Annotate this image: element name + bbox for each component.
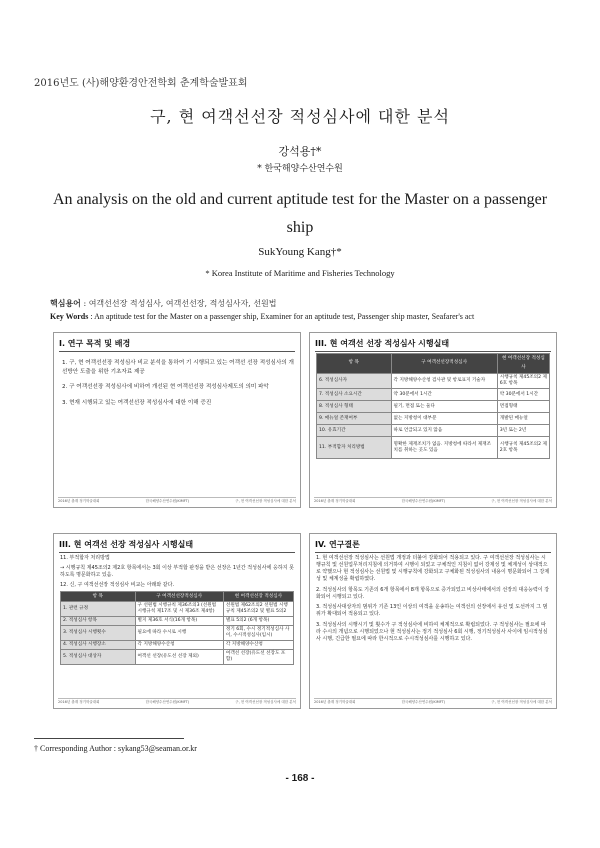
title-english: An analysis on the old and current aptitude test for the Master on a passenger ship — [52, 191, 548, 236]
conclusion-paragraph: 3. 적성심사대상자의 범위가 기존 13인 이상의 여객을 운송하는 여객선의 선장에서 유선 및 도선까지 그 범위가 확대되어 적용되고 있다. — [316, 604, 548, 618]
slide-footer: 2016년 춘계 정기학술대회 한국해양수산연수원(KIMFT) 구, 현 여객선선장 적성심사에 대한 분석 — [314, 499, 552, 503]
slide-divider — [59, 552, 295, 553]
keywords-korean — [50, 298, 277, 309]
bullet-item: 2. 구 여객선선장 적성심사에 비하여 개선된 현 여객선선장 적성심사제도의 의미 파악 — [62, 384, 269, 391]
table-row: 11. 부적합자 처리방법 명확한 제재조치가 없음. 지방청에 따라서 제재조치를 취하는 곳도 있음 시행규칙 제45조의2 제2호 항목 — [317, 437, 550, 459]
slide-footer: 2016년 춘계 정기학술대회 한국해양수산연수원(KIMFT) 구, 현 여객선선장 적성심사에 대한 분석 — [58, 700, 296, 704]
section-heading: 12. 신, 구 여객선선장 적성심사 비교는 아래와 같다. — [60, 582, 175, 588]
comparison-table — [316, 353, 550, 459]
keywords-english-label: Key Words — [50, 312, 89, 321]
slide-research-purpose — [53, 332, 301, 508]
conference-header: 2016년도 (사)해양환경안전학회 춘계학술발표회 — [34, 78, 248, 89]
table-row: 3. 적성심사 시행횟수 필요에 따라 수시로 시행 정기 6회, 수시 정기적성심사 사이, 수시적성심사(임시) — [61, 626, 294, 641]
table-header: 현 여객선선장 적성심사 — [223, 592, 293, 602]
table-row: 2. 적성심사 항목 별지 제36호 서식(16개 항목) 별표 5의2 (6개 항목) — [61, 617, 294, 626]
table-header: 항 목 — [317, 354, 392, 374]
bullet-item: 3. 현재 시행되고 있는 여객선선장 적성심사에 대한 이해 증진 — [62, 399, 212, 406]
slide-divider — [59, 351, 295, 352]
affiliation-korean: * 한국해양수산연수원 — [257, 164, 343, 174]
keywords-english — [50, 312, 474, 321]
title-korean: 구, 현 여객선선장 적성심사에 대한 분석 — [150, 107, 450, 126]
slide-footer: 2016년 춘계 정기학술대회 한국해양수산연수원(KIMFT) 구, 현 여객선선장 적성심사에 대한 분석 — [58, 499, 296, 503]
table-row: 9. 매뉴얼 존재여부 없는 지방청이 대부분 개발된 매뉴얼 — [317, 413, 550, 425]
slide-divider — [315, 351, 551, 352]
author-korean: 강석용†* — [278, 145, 322, 158]
footnote-divider — [34, 738, 184, 739]
keywords-korean-label: 핵심용어 — [50, 298, 81, 308]
table-row: 6. 적성심사자 각 지방해양수산청 검사관 및 항로표지 기술자 시행규칙 제45조의2 제6호 항목 — [317, 374, 550, 389]
table-row: 5. 적성심사 대상자 여객선 선장(유도선 선장 제외) 여객선 선장(유도선 선장도 포함) — [61, 650, 294, 665]
table-header: 구 여객선선장적성심사 — [135, 592, 223, 602]
keywords-korean-text: : 여객선선장 적성심사, 여객선선장, 적성심사자, 선원법 — [80, 299, 277, 308]
table-row: 7. 적성심사 소요시간 약 30분에서 1시간 약 30분에서 1시간 — [317, 389, 550, 401]
table-row: 10. 유효기간 따로 언급되고 있지 않음 3년 또는 2년 — [317, 425, 550, 437]
author-english: SukYoung Kang†* — [258, 246, 342, 258]
section-heading: 11. 부적합자 처리방법 — [60, 555, 110, 561]
slide-conclusion — [309, 533, 557, 709]
slide-current-status-1 — [309, 332, 557, 508]
table-row: 1. 관련 규정 구 선원법 시행규칙 제36조의3 (선원법 시행규칙 제17조 및 시 제36조 제4항) 선원법 제62조의2 선원법 시행규칙 제45조의2 및 별표 5의2 — [61, 602, 294, 617]
conclusion-paragraph: 1. 현 여객선선장 적성심사는 선원법 개정과 더불어 강화되어 적용되고 있다. 구 여객선선장 적성심사는 시행규칙 및 선원업무처리지침에 의거하여 시행이 되었고 구체적인 지침이 없어 강제성 및 체계성이 상대적으로 약했으나 현 적성심사는 선원법 및 시행규칙에 강화되고 구체화된 적성심사의 내용이 명문화되어 그 강제성 및 체계성을 확립하였다. — [316, 555, 550, 582]
table-row: 4. 적성심사 시행장소 각 지방해양수산청 각 지방해양수산청 — [61, 641, 294, 650]
table-header: 항 목 — [61, 592, 136, 602]
bullet-item: 1. 구, 현 여객선선장 적성심사 비교 분석을 통하여 기 시행되고 있는 여객선 선장 적성심사의 개선방안 도출을 위한 기초자료 제공 — [62, 360, 294, 375]
slide-footer: 2016년 춘계 정기학술대회 한국해양수산연수원(KIMFT) 구, 현 여객선선장 적성심사에 대한 분석 — [314, 700, 552, 704]
slide-title: III. 현 여객선 선장 적성심사 시행실태 — [315, 339, 450, 348]
table-row: 8. 적성심사 형태 필기, 면접 또는 둘다 면접형태 — [317, 401, 550, 413]
slide-divider — [315, 552, 551, 553]
slide-title: III. 현 여객선 선장 적성심사 시행실태 — [59, 540, 194, 549]
keywords-english-text: : An aptitude test for the Master on a passenger ship, Examiner for an aptitude test, Passenger ship master, Seafarer's act — [88, 312, 475, 321]
section-text: → 시행규칙 제45조의2 제2호 항목에서는 3회 이상 부적합 판정을 받은 선장은 1년간 적성심사에 응하지 못하도록 명문화하고 있음. — [60, 565, 294, 578]
footnote-corresponding-author: † Corresponding Author : sykang53@seaman.or.kr — [34, 744, 197, 753]
table-header: 구 여객선선장적성심사 — [391, 354, 497, 374]
conclusion-paragraph: 2. 적성심사의 항목도 기존의 6개 항목에서 8개 항목으로 증가되었고 비상사태에서의 선장의 대응능력이 강화되어 시행되고 있다. — [316, 586, 550, 600]
conclusion-paragraph: 3. 적성심사의 시행시기 및 횟수가 구 적성심사에 비하여 체계적으로 확립되었다. 구 적성심사는 필요에 따라 수시의 개념으로 시행되었으나 현 적성심사는 정기 적성심사 6회 시행, 정기적성심사 사이에 임시적성심사 시행, 긴급한 필요에 따라 한시적으로 수시적성심사를 시행하고 있다. — [316, 622, 548, 643]
affiliation-english: * Korea Institute of Maritime and Fisheries Technology — [205, 268, 395, 278]
table-header: 현 여객선선장 적성심사 — [497, 354, 549, 374]
slide-current-status-2 — [53, 533, 301, 709]
comparison-table — [60, 591, 294, 665]
slide-title: IV. 연구결론 — [315, 540, 360, 549]
page-number: - 168 - — [285, 773, 315, 784]
slide-title: I. 연구 목적 및 배경 — [59, 339, 131, 348]
